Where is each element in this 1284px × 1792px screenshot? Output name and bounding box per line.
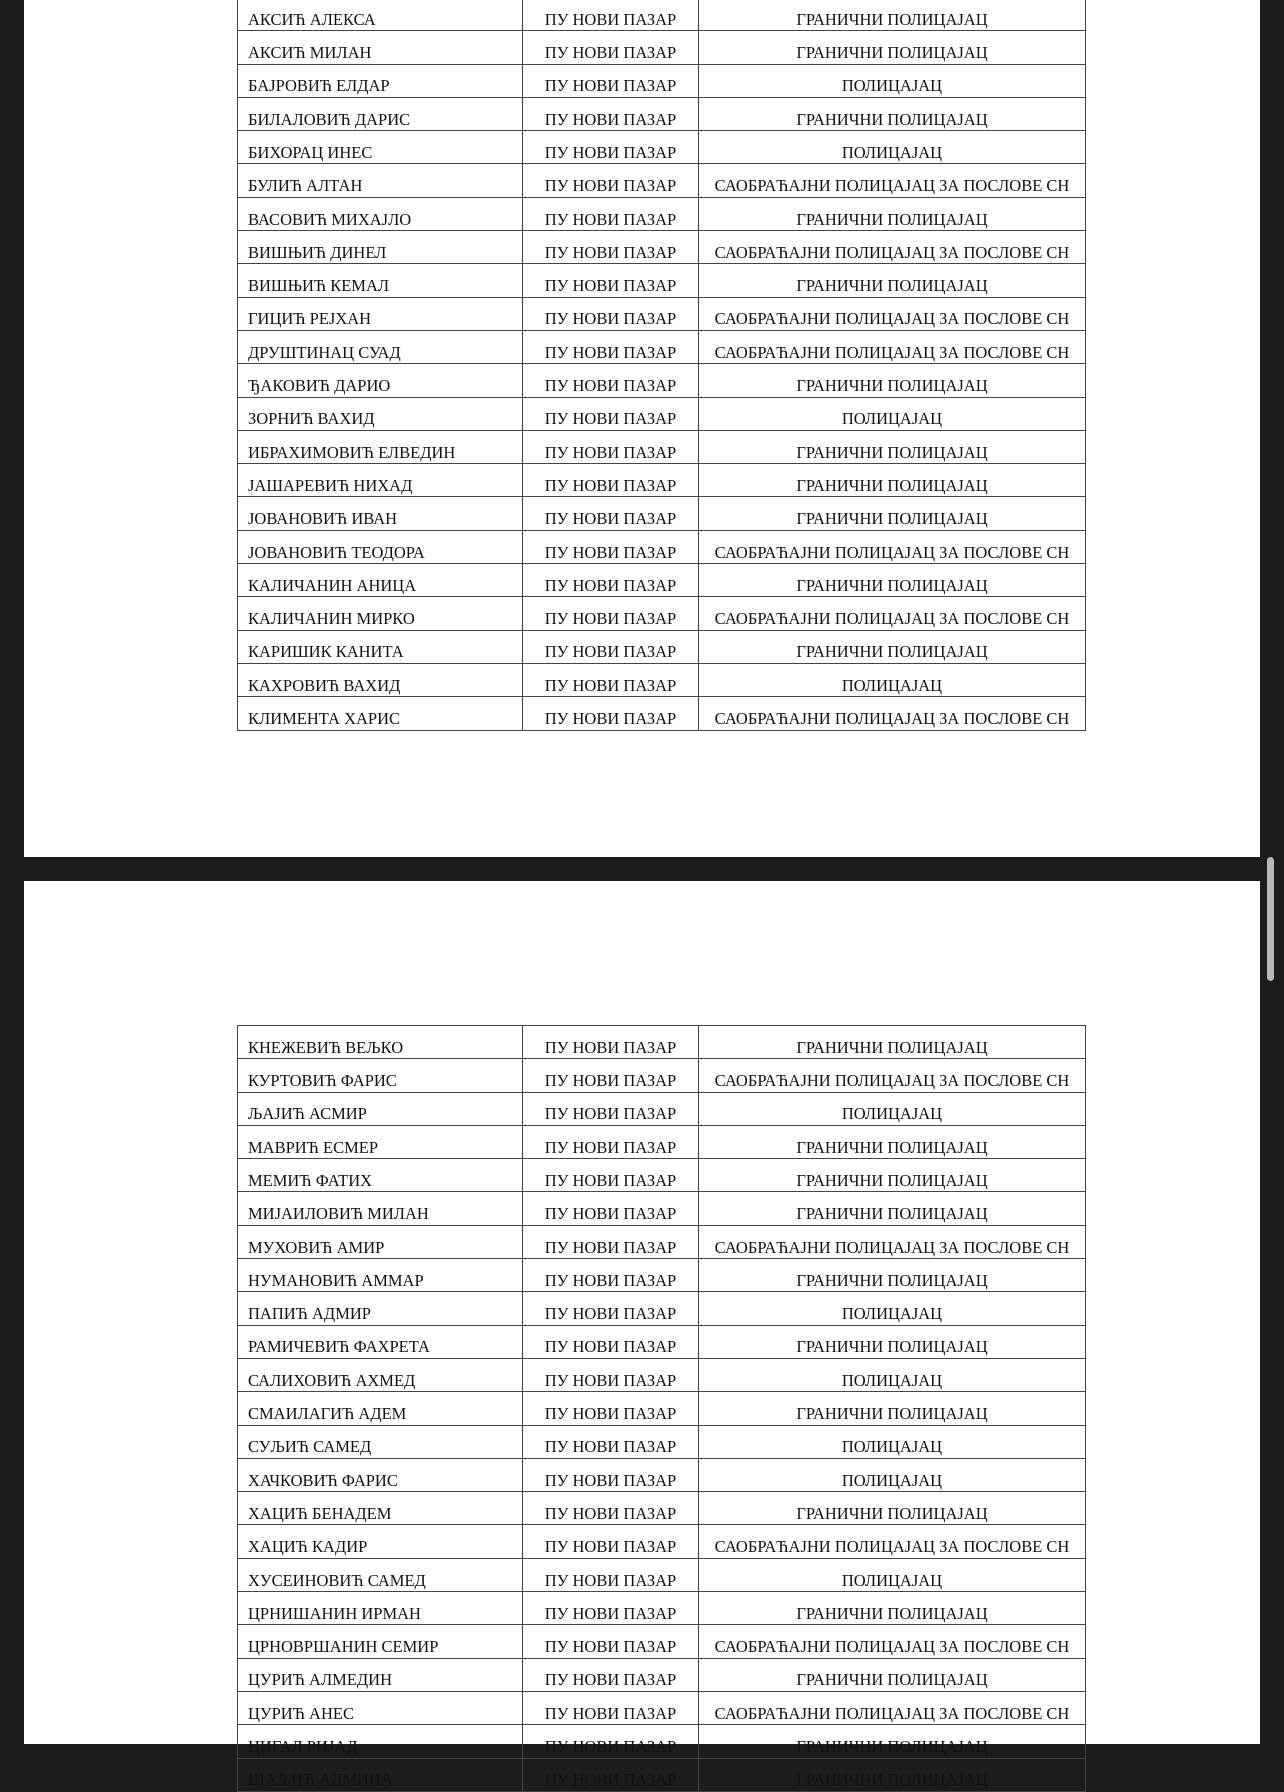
- name-cell: БИЛАЛОВИЋ ДАРИС: [238, 97, 523, 130]
- unit-cell: ПУ НОВИ ПАЗАР: [523, 1458, 699, 1491]
- role-cell: ГРАНИЧНИ ПОЛИЦАЈАЦ: [699, 1192, 1086, 1225]
- name-cell: СМАИЛАГИЋ АДЕМ: [238, 1392, 523, 1425]
- role-cell: ПОЛИЦАЈАЦ: [699, 1558, 1086, 1591]
- unit-cell: ПУ НОВИ ПАЗАР: [523, 1725, 699, 1758]
- name-cell: ВИШЊИЋ КЕМАЛ: [238, 264, 523, 297]
- table-row: [238, 697, 1086, 730]
- table-row: [238, 264, 1086, 297]
- role-cell: САОБРАЋАЈНИ ПОЛИЦАЈАЦ ЗА ПОСЛОВЕ СН: [699, 530, 1086, 563]
- name-cell: ХАЦИЋ БЕНАДЕМ: [238, 1492, 523, 1525]
- table-row: [238, 1458, 1086, 1491]
- table-row: [238, 31, 1086, 64]
- unit-cell: ПУ НОВИ ПАЗАР: [523, 131, 699, 164]
- table-row: [238, 1325, 1086, 1358]
- name-cell: КАЛИЧАНИН МИРКО: [238, 597, 523, 630]
- name-cell: ЉАЈИЋ АСМИР: [238, 1092, 523, 1125]
- unit-cell: ПУ НОВИ ПАЗАР: [523, 297, 699, 330]
- table-row: [238, 64, 1086, 97]
- name-cell: МИЈАИЛОВИЋ МИЛАН: [238, 1192, 523, 1225]
- roster-table: [237, 0, 1086, 731]
- table-row: [238, 197, 1086, 230]
- table-row: [238, 597, 1086, 630]
- unit-cell: ПУ НОВИ ПАЗАР: [523, 1625, 699, 1658]
- table-row: [238, 1225, 1086, 1258]
- name-cell: ЦРНИШАНИН ИРМАН: [238, 1592, 523, 1625]
- unit-cell: ПУ НОВИ ПАЗАР: [523, 530, 699, 563]
- name-cell: КАЛИЧАНИН АНИЦА: [238, 564, 523, 597]
- table-row: [238, 564, 1086, 597]
- unit-cell: ПУ НОВИ ПАЗАР: [523, 1059, 699, 1092]
- unit-cell: ПУ НОВИ ПАЗАР: [523, 497, 699, 530]
- table-row: [238, 630, 1086, 663]
- unit-cell: ПУ НОВИ ПАЗАР: [523, 1691, 699, 1724]
- roster-table: [237, 1025, 1086, 1792]
- role-cell: САОБРАЋАЈНИ ПОЛИЦАЈАЦ ЗА ПОСЛОВЕ СН: [699, 297, 1086, 330]
- table-row: [238, 330, 1086, 363]
- table-row: [238, 1259, 1086, 1292]
- role-cell: ПОЛИЦАЈАЦ: [699, 663, 1086, 696]
- unit-cell: ПУ НОВИ ПАЗАР: [523, 164, 699, 197]
- table-row: [238, 1192, 1086, 1225]
- document-page-2: [24, 881, 1260, 1790]
- table-row: [238, 1658, 1086, 1691]
- table-row: [238, 464, 1086, 497]
- table-row: [238, 1292, 1086, 1325]
- name-cell: ШАЉИЋ АЛМИНА: [238, 1758, 523, 1791]
- unit-cell: ПУ НОВИ ПАЗАР: [523, 564, 699, 597]
- name-cell: СУЉИЋ САМЕД: [238, 1425, 523, 1458]
- unit-cell: ПУ НОВИ ПАЗАР: [523, 663, 699, 696]
- name-cell: МУХОВИЋ АМИР: [238, 1225, 523, 1258]
- role-cell: ГРАНИЧНИ ПОЛИЦАЈАЦ: [699, 1592, 1086, 1625]
- table-row: [238, 1026, 1086, 1059]
- unit-cell: ПУ НОВИ ПАЗАР: [523, 630, 699, 663]
- unit-cell: ПУ НОВИ ПАЗАР: [523, 430, 699, 463]
- name-cell: БУЛИЋ АЛТАН: [238, 164, 523, 197]
- table-row: [238, 397, 1086, 430]
- unit-cell: ПУ НОВИ ПАЗАР: [523, 364, 699, 397]
- table-row: [238, 231, 1086, 264]
- name-cell: САЛИХОВИЋ АХМЕД: [238, 1358, 523, 1391]
- role-cell: САОБРАЋАЈНИ ПОЛИЦАЈАЦ ЗА ПОСЛОВЕ СН: [699, 231, 1086, 264]
- role-cell: ПОЛИЦАЈАЦ: [699, 1458, 1086, 1491]
- table-row: [238, 663, 1086, 696]
- name-cell: ЈАШАРЕВИЋ НИХАД: [238, 464, 523, 497]
- unit-cell: ПУ НОВИ ПАЗАР: [523, 64, 699, 97]
- unit-cell: ПУ НОВИ ПАЗАР: [523, 697, 699, 730]
- role-cell: САОБРАЋАЈНИ ПОЛИЦАЈАЦ ЗА ПОСЛОВЕ СН: [699, 1625, 1086, 1658]
- table-row: [238, 1592, 1086, 1625]
- unit-cell: ПУ НОВИ ПАЗАР: [523, 1159, 699, 1192]
- role-cell: САОБРАЋАЈНИ ПОЛИЦАЈАЦ ЗА ПОСЛОВЕ СН: [699, 164, 1086, 197]
- table-row: [238, 1125, 1086, 1158]
- role-cell: ГРАНИЧНИ ПОЛИЦАЈАЦ: [699, 1325, 1086, 1358]
- roster-table-body: [238, 1026, 1086, 1792]
- table-row: [238, 530, 1086, 563]
- name-cell: ИБРАХИМОВИЋ ЕЛВЕДИН: [238, 430, 523, 463]
- role-cell: ГРАНИЧНИ ПОЛИЦАЈАЦ: [699, 31, 1086, 64]
- table-row: [238, 1425, 1086, 1458]
- name-cell: ЦУРИЋ АЛМЕДИН: [238, 1658, 523, 1691]
- role-cell: ГРАНИЧНИ ПОЛИЦАЈАЦ: [699, 630, 1086, 663]
- table-row: [238, 1691, 1086, 1724]
- role-cell: САОБРАЋАЈНИ ПОЛИЦАЈАЦ ЗА ПОСЛОВЕ СН: [699, 597, 1086, 630]
- name-cell: КНЕЖЕВИЋ ВЕЉКО: [238, 1026, 523, 1059]
- role-cell: САОБРАЋАЈНИ ПОЛИЦАЈАЦ ЗА ПОСЛОВЕ СН: [699, 1225, 1086, 1258]
- name-cell: ЗОРНИЋ ВАХИД: [238, 397, 523, 430]
- table-row: [238, 0, 1086, 31]
- unit-cell: ПУ НОВИ ПАЗАР: [523, 1259, 699, 1292]
- name-cell: ХАЦИЋ КАДИР: [238, 1525, 523, 1558]
- table-row: [238, 497, 1086, 530]
- name-cell: КАРИШИК КАНИТА: [238, 630, 523, 663]
- unit-cell: ПУ НОВИ ПАЗАР: [523, 231, 699, 264]
- role-cell: ГРАНИЧНИ ПОЛИЦАЈАЦ: [699, 430, 1086, 463]
- role-cell: САОБРАЋАЈНИ ПОЛИЦАЈАЦ ЗА ПОСЛОВЕ СН: [699, 697, 1086, 730]
- name-cell: ЦРНОВРШАНИН СЕМИР: [238, 1625, 523, 1658]
- unit-cell: ПУ НОВИ ПАЗАР: [523, 1325, 699, 1358]
- role-cell: ГРАНИЧНИ ПОЛИЦАЈАЦ: [699, 1758, 1086, 1791]
- table-row: [238, 1092, 1086, 1125]
- unit-cell: ПУ НОВИ ПАЗАР: [523, 0, 699, 31]
- name-cell: КУРТОВИЋ ФАРИС: [238, 1059, 523, 1092]
- unit-cell: ПУ НОВИ ПАЗАР: [523, 264, 699, 297]
- name-cell: АКСИЋ МИЛАН: [238, 31, 523, 64]
- unit-cell: ПУ НОВИ ПАЗАР: [523, 330, 699, 363]
- role-cell: ГРАНИЧНИ ПОЛИЦАЈАЦ: [699, 1159, 1086, 1192]
- role-cell: ГРАНИЧНИ ПОЛИЦАЈАЦ: [699, 1492, 1086, 1525]
- name-cell: МЕМИЋ ФАТИХ: [238, 1159, 523, 1192]
- role-cell: ПОЛИЦАЈАЦ: [699, 1292, 1086, 1325]
- table-row: [238, 1059, 1086, 1092]
- table-row: [238, 430, 1086, 463]
- unit-cell: ПУ НОВИ ПАЗАР: [523, 97, 699, 130]
- unit-cell: ПУ НОВИ ПАЗАР: [523, 1758, 699, 1791]
- table-row: [238, 1758, 1086, 1791]
- table-row: [238, 164, 1086, 197]
- role-cell: ГРАНИЧНИ ПОЛИЦАЈАЦ: [699, 497, 1086, 530]
- name-cell: АКСИЋ АЛЕКСА: [238, 0, 523, 31]
- scrollbar-thumb[interactable]: [1267, 857, 1274, 981]
- unit-cell: ПУ НОВИ ПАЗАР: [523, 597, 699, 630]
- unit-cell: ПУ НОВИ ПАЗАР: [523, 1292, 699, 1325]
- name-cell: БАЈРОВИЋ ЕЛДАР: [238, 64, 523, 97]
- role-cell: ГРАНИЧНИ ПОЛИЦАЈАЦ: [699, 564, 1086, 597]
- unit-cell: ПУ НОВИ ПАЗАР: [523, 1658, 699, 1691]
- role-cell: САОБРАЋАЈНИ ПОЛИЦАЈАЦ ЗА ПОСЛОВЕ СН: [699, 330, 1086, 363]
- role-cell: ПОЛИЦАЈАЦ: [699, 131, 1086, 164]
- name-cell: ПАПИЋ АДМИР: [238, 1292, 523, 1325]
- unit-cell: ПУ НОВИ ПАЗАР: [523, 1092, 699, 1125]
- unit-cell: ПУ НОВИ ПАЗАР: [523, 1125, 699, 1158]
- table-row: [238, 1525, 1086, 1558]
- unit-cell: ПУ НОВИ ПАЗАР: [523, 1558, 699, 1591]
- role-cell: ГРАНИЧНИ ПОЛИЦАЈАЦ: [699, 1725, 1086, 1758]
- table-row: [238, 1358, 1086, 1391]
- name-cell: МАВРИЋ ЕСМЕР: [238, 1125, 523, 1158]
- role-cell: САОБРАЋАЈНИ ПОЛИЦАЈАЦ ЗА ПОСЛОВЕ СН: [699, 1691, 1086, 1724]
- role-cell: ГРАНИЧНИ ПОЛИЦАЈАЦ: [699, 197, 1086, 230]
- table-row: [238, 1558, 1086, 1591]
- role-cell: ГРАНИЧНИ ПОЛИЦАЈАЦ: [699, 1658, 1086, 1691]
- table-row: [238, 1392, 1086, 1425]
- unit-cell: ПУ НОВИ ПАЗАР: [523, 1525, 699, 1558]
- role-cell: ГРАНИЧНИ ПОЛИЦАЈАЦ: [699, 1026, 1086, 1059]
- unit-cell: ПУ НОВИ ПАЗАР: [523, 1592, 699, 1625]
- table-row: [238, 131, 1086, 164]
- table-row: [238, 1725, 1086, 1758]
- role-cell: ГРАНИЧНИ ПОЛИЦАЈАЦ: [699, 0, 1086, 31]
- name-cell: КЛИМЕНТА ХАРИС: [238, 697, 523, 730]
- unit-cell: ПУ НОВИ ПАЗАР: [523, 1492, 699, 1525]
- table-row: [238, 1625, 1086, 1658]
- role-cell: САОБРАЋАЈНИ ПОЛИЦАЈАЦ ЗА ПОСЛОВЕ СН: [699, 1059, 1086, 1092]
- unit-cell: ПУ НОВИ ПАЗАР: [523, 464, 699, 497]
- name-cell: РАМИЧЕВИЋ ФАХРЕТА: [238, 1325, 523, 1358]
- name-cell: ЂАКОВИЋ ДАРИО: [238, 364, 523, 397]
- name-cell: ВИШЊИЋ ДИНЕЛ: [238, 231, 523, 264]
- unit-cell: ПУ НОВИ ПАЗАР: [523, 1192, 699, 1225]
- role-cell: ГРАНИЧНИ ПОЛИЦАЈАЦ: [699, 464, 1086, 497]
- unit-cell: ПУ НОВИ ПАЗАР: [523, 197, 699, 230]
- name-cell: ЦИГАЛ РИЈАД: [238, 1725, 523, 1758]
- name-cell: ЦУРИЋ АНЕС: [238, 1691, 523, 1724]
- table-row: [238, 1492, 1086, 1525]
- role-cell: ПОЛИЦАЈАЦ: [699, 64, 1086, 97]
- table-row: [238, 297, 1086, 330]
- name-cell: НУМАНОВИЋ АММАР: [238, 1259, 523, 1292]
- name-cell: ВАСОВИЋ МИХАЈЛО: [238, 197, 523, 230]
- table-row: [238, 1159, 1086, 1192]
- name-cell: ГИЦИЋ РЕЈХАН: [238, 297, 523, 330]
- role-cell: ГРАНИЧНИ ПОЛИЦАЈАЦ: [699, 97, 1086, 130]
- role-cell: ГРАНИЧНИ ПОЛИЦАЈАЦ: [699, 264, 1086, 297]
- role-cell: ПОЛИЦАЈАЦ: [699, 1358, 1086, 1391]
- unit-cell: ПУ НОВИ ПАЗАР: [523, 397, 699, 430]
- role-cell: ГРАНИЧНИ ПОЛИЦАЈАЦ: [699, 364, 1086, 397]
- name-cell: ДРУШТИНАЦ СУАД: [238, 330, 523, 363]
- role-cell: ПОЛИЦАЈАЦ: [699, 1425, 1086, 1458]
- role-cell: ГРАНИЧНИ ПОЛИЦАЈАЦ: [699, 1125, 1086, 1158]
- role-cell: САОБРАЋАЈНИ ПОЛИЦАЈАЦ ЗА ПОСЛОВЕ СН: [699, 1525, 1086, 1558]
- unit-cell: ПУ НОВИ ПАЗАР: [523, 1026, 699, 1059]
- unit-cell: ПУ НОВИ ПАЗАР: [523, 1225, 699, 1258]
- name-cell: ХУСЕИНОВИЋ САМЕД: [238, 1558, 523, 1591]
- table-row: [238, 364, 1086, 397]
- name-cell: БИХОРАЦ ИНЕС: [238, 131, 523, 164]
- role-cell: ПОЛИЦАЈАЦ: [699, 397, 1086, 430]
- role-cell: ГРАНИЧНИ ПОЛИЦАЈАЦ: [699, 1392, 1086, 1425]
- table-row: [238, 97, 1086, 130]
- name-cell: ХАЧКОВИЋ ФАРИС: [238, 1458, 523, 1491]
- name-cell: ЈОВАНОВИЋ ТЕОДОРА: [238, 530, 523, 563]
- role-cell: ГРАНИЧНИ ПОЛИЦАЈАЦ: [699, 1259, 1086, 1292]
- unit-cell: ПУ НОВИ ПАЗАР: [523, 1358, 699, 1391]
- unit-cell: ПУ НОВИ ПАЗАР: [523, 31, 699, 64]
- roster-table-body: [238, 0, 1086, 730]
- role-cell: ПОЛИЦАЈАЦ: [699, 1092, 1086, 1125]
- name-cell: ЈОВАНОВИЋ ИВАН: [238, 497, 523, 530]
- document-page-1: [24, 0, 1260, 857]
- unit-cell: ПУ НОВИ ПАЗАР: [523, 1392, 699, 1425]
- unit-cell: ПУ НОВИ ПАЗАР: [523, 1425, 699, 1458]
- name-cell: КАХРОВИЋ ВАХИД: [238, 663, 523, 696]
